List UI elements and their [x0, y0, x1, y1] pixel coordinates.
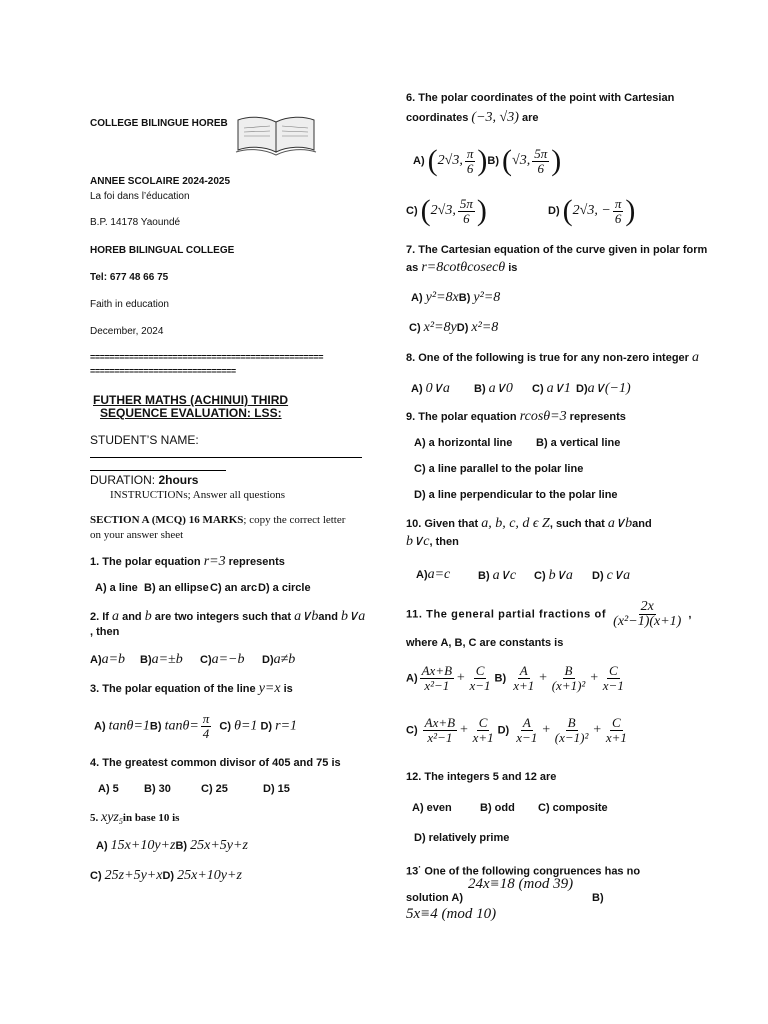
q11-option-ab: A) $\frac{Ax+B}{\text{x²−1}}$ + $\frac{C}{x-1}$ B) $\frac{A}{x+1}$ + $\frac{B}{\text{(x+1)²}}$ + $\frac{C}{x-1}$: [406, 663, 624, 693]
separator-line-2: ==============================: [90, 366, 236, 376]
q2-and-2: and: [318, 611, 338, 623]
motto-en: Faith in education: [90, 299, 169, 310]
q13-option-b: 5x≡4 (mod 10): [406, 906, 497, 922]
q2-and: and: [122, 611, 142, 623]
school-name-en: HOREB BILINGUAL COLLEGE: [90, 245, 235, 256]
q10-option-d: D) c∨a: [592, 568, 631, 583]
q2-math-1: a∨b: [294, 609, 319, 624]
q2-math-2: b∨a: [341, 609, 366, 624]
q5-stem: 5.: [90, 812, 99, 824]
q4-option-a: A) 5: [98, 783, 119, 795]
separator-line-1: ================================================: [90, 352, 324, 362]
q2-var-a: a: [112, 609, 120, 624]
q4-option-d: D) 15: [263, 783, 290, 795]
q10-option-b: B) a∨c: [478, 568, 517, 583]
q5-math: xyz: [101, 810, 119, 825]
student-name-field[interactable]: [90, 457, 362, 458]
q6-option-c: C) (2√3, $\frac{5\pi}{6}$ ): [406, 194, 487, 227]
q13-option-a: 24x≡18 (mod 39): [468, 876, 574, 892]
motto-fr: La foi dans l’éducation: [90, 191, 190, 202]
question-7: 7. The Cartesian equation of the curve given in polar form: [406, 244, 708, 256]
q9-option-d: D) a line perpendicular to the polar line: [414, 489, 618, 501]
school-name-fr: COLLEGE BILINGUE HOREB: [90, 118, 228, 129]
q12-option-d: D) relatively prime: [414, 832, 510, 844]
q4-option-b: B) 30: [144, 783, 171, 795]
question-2: [90, 608, 365, 625]
q1-math: r=3: [203, 554, 226, 569]
q5-stem-end: in base 10 is: [122, 812, 180, 824]
section-a-instruction-2: on your answer sheet: [90, 529, 184, 541]
question-1: [90, 554, 285, 570]
q3-fraction: $\frac{\pi}{4}$: [202, 711, 210, 741]
duration-label: DURATION:: [90, 473, 156, 487]
q7-option-ab: A) y²=8xB) y²=8: [411, 290, 501, 305]
question-9: 9. The polar equation rcosθ=3 represents: [406, 409, 626, 424]
q8-option-d: D)a∨(−1): [576, 381, 631, 396]
q10-option-a: A)a=c: [416, 567, 451, 582]
q1-option-b: B) an ellipse: [144, 582, 209, 594]
open-book-icon: [236, 117, 316, 155]
instructions: INSTRUCTIONs; Answer all questions: [110, 489, 286, 501]
q6-option-d: D) (2√3, − $\frac{\pi}{6}$ ): [548, 194, 636, 227]
academic-year: ANNEE SCOLAIRE 2024-2025: [90, 176, 231, 187]
q2-then: , then: [90, 626, 120, 638]
exam-title-line1: FUTHER MATHS (ACHINUI) THIRD: [93, 393, 289, 407]
student-name-label: STUDENT’S NAME:: [90, 433, 199, 447]
q11-stem-2: where A, B, C are constants is: [406, 637, 564, 649]
q2-option-b: B)a=±b: [140, 652, 183, 667]
section-a-heading: [90, 514, 345, 526]
question-8: 8. One of the following is true for any non-zero integer a: [406, 350, 700, 365]
section-a-instruction: ; copy the correct letter: [243, 514, 346, 526]
school-logo: [234, 114, 318, 156]
question-10: 10. Given that a, b, c, d ϵ Z, such that a∨band: [406, 516, 652, 531]
q5-option-cd: C) 25z+5y+xD) 25x+10y+z: [90, 868, 242, 883]
q12-option-a: A) even: [412, 802, 452, 814]
q8-option-a: A) 0∨a: [411, 381, 450, 396]
q4-option-c: C) 25: [201, 783, 228, 795]
q5-subscript: 5: [118, 817, 123, 827]
q11-option-cd: C) $\frac{Ax+B}{\text{x²−1}}$ + $\frac{C}{x+1}$ D) $\frac{A}{x-1}$ + $\frac{B}{\text{(x−1)²}}$ + $\frac{C}{x+1}$: [406, 715, 627, 745]
q2-option-d: D)a≠b: [262, 652, 296, 667]
q2-stem: 2. If: [90, 611, 109, 623]
q9-option-b: B) a vertical line: [536, 437, 621, 449]
q1-option-c: C) an arc: [210, 582, 258, 594]
q12-option-c: C) composite: [538, 802, 608, 814]
q6-option-ab: A) (2√3, $\frac{\pi}{6}$ )B) (√3, $\frac{5\pi}{6}$ ): [413, 144, 562, 177]
q5-option-ab: A) 15x+10y+zB) 25x+5y+z: [96, 838, 248, 853]
question-3: [90, 681, 293, 697]
q2-stem-mid: are two integers such that: [154, 611, 292, 623]
q10-stem-2: b∨c, then: [406, 534, 459, 549]
duration-value: 2hours: [158, 473, 199, 487]
q12-option-b: B) odd: [480, 802, 515, 814]
duration: [90, 473, 198, 487]
telephone: Tel: 677 48 66 75: [90, 272, 169, 283]
q13-solution-label: solution A): [406, 892, 464, 904]
question-11: 11. The general partial fractions of $\frac{2x}{\text{(x²−1)(x+1)}}$ ,: [406, 599, 692, 629]
q3-is: is: [283, 683, 293, 695]
section-a-title: SECTION A (MCQ) 16 MARKS: [90, 514, 244, 526]
question-6: 6. The polar coordinates of the point with Cartesian: [406, 92, 675, 104]
q8-option-c: C) a∨1: [532, 381, 571, 396]
q7-option-cd: C) x²=8yD) x²=8: [409, 320, 499, 335]
q8-option-b: B) a∨0: [474, 381, 513, 396]
q6-stem-2: coordinates (−3, √3) are: [406, 110, 539, 125]
question-12: 12. The integers 5 and 12 are: [406, 771, 557, 783]
q3-math: y=x: [258, 681, 281, 696]
q2-var-b: b: [144, 609, 152, 624]
question-5: [90, 810, 179, 826]
q1-stem-end: represents: [228, 556, 285, 568]
question-4: 4. The greatest common divisor of 405 and 75 is: [90, 757, 341, 769]
q1-option-a: A) a line: [95, 582, 138, 594]
q9-option-c: C) a line parallel to the polar line: [414, 463, 584, 475]
q1-option-d: D) a circle: [258, 582, 311, 594]
q10-option-c: C) b∨a: [534, 568, 573, 583]
q9-option-a: A) a horizontal line: [414, 437, 513, 449]
q3-stem: 3. The polar equation of the line: [90, 683, 256, 695]
q1-stem: 1. The polar equation: [90, 556, 201, 568]
date: December, 2024: [90, 326, 164, 337]
q7-stem-2: as r=8cotθcosecθ is: [406, 260, 518, 275]
q13-option-b-label: B): [592, 892, 604, 904]
po-box: B.P. 14178 Yaoundé: [90, 217, 181, 228]
underline-rule: [90, 470, 226, 471]
q3-options: A) tanθ=1B) tanθ= $\frac{\pi}{4}$ C) θ=1 D) r=1: [94, 711, 298, 741]
question-13: 13· One of the following congruences has no: [406, 862, 641, 878]
q2-option-c: C)a=−b: [200, 652, 245, 667]
exam-title-line2: SEQUENCE EVALUATION: LSS:: [100, 406, 282, 420]
q2-option-a: A)a=b: [90, 652, 126, 667]
